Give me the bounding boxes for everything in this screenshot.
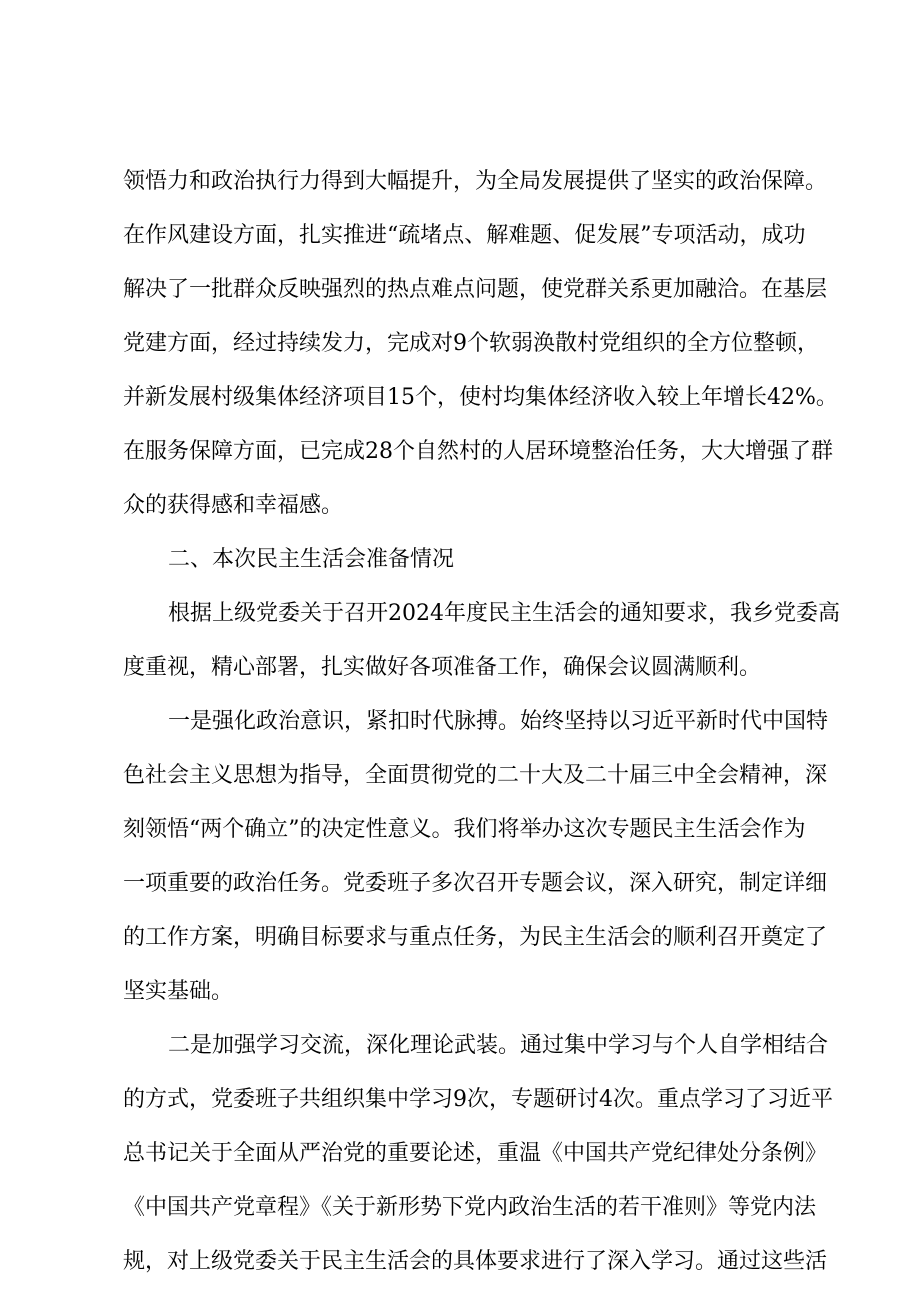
text-line: 党建方面，经过持续发力，完成对9个软弱涣散村党组织的全方位整顿， xyxy=(123,331,819,356)
text-line: 二是加强学习交流，深化理论武装。通过集中学习与个人自学相结合 xyxy=(168,1033,829,1058)
text-line: 一项重要的政治任务。党委班子多次召开专题会议，深入研究，制定详细 xyxy=(123,871,828,896)
text-line: 解决了一批群众反映强烈的热点难点问题，使党群关系更加融洽。在基层 xyxy=(123,277,828,302)
text-line: 的方式，党委班子共组织集中学习9次，专题研讨4次。重点学习了习近平 xyxy=(123,1087,833,1112)
text-line: 规，对上级党委关于民主生活会的具体要求进行了深入学习。通过这些活 xyxy=(123,1249,828,1274)
text-line: 并新发展村级集体经济项目15个，使村均集体经济收入较上年增长42%。 xyxy=(123,385,838,410)
text-line: 色社会主义思想为指导，全面贯彻党的二十大及二十届三中全会精神，深 xyxy=(123,763,828,788)
text-line: 坚实基础。 xyxy=(123,979,234,1004)
text-line: 在作风建设方面，扎实推进“疏堵点、解难题、促发展”专项活动，成功 xyxy=(123,223,806,248)
text-line: 一是强化政治意识，紧扣时代脉搏。始终坚持以习近平新时代中国特 xyxy=(168,709,829,734)
text-line: 度重视，精心部署，扎实做好各项准备工作，确保会议圆满顺利。 xyxy=(123,655,762,680)
section-heading: 二、本次民主生活会准备情况 xyxy=(168,547,455,572)
text-line: 在服务保障方面，已完成28个自然村的人居环境整治任务，大大增强了群 xyxy=(123,439,833,464)
text-line: 众的获得感和幸福感。 xyxy=(123,493,344,518)
text-line: 总书记关于全面从严治党的重要论述，重温《中国共产党纪律处分条例》 xyxy=(123,1141,828,1166)
text-line: 《中国共产党章程》《关于新形势下党内政治生活的若干准则》等党内法 xyxy=(123,1195,817,1220)
text-line: 的工作方案，明确目标要求与重点任务，为民主生活会的顺利召开奠定了 xyxy=(123,925,828,950)
text-line: 根据上级党委关于召开2024年度民主生活会的通知要求，我乡党委高 xyxy=(168,601,840,626)
text-line: 领悟力和政治执行力得到大幅提升，为全局发展提供了坚实的政治保障。 xyxy=(123,169,828,194)
text-line: 刻领悟“两个确立”的决定性意义。我们将举办这次专题民主生活会作为 xyxy=(123,817,806,842)
